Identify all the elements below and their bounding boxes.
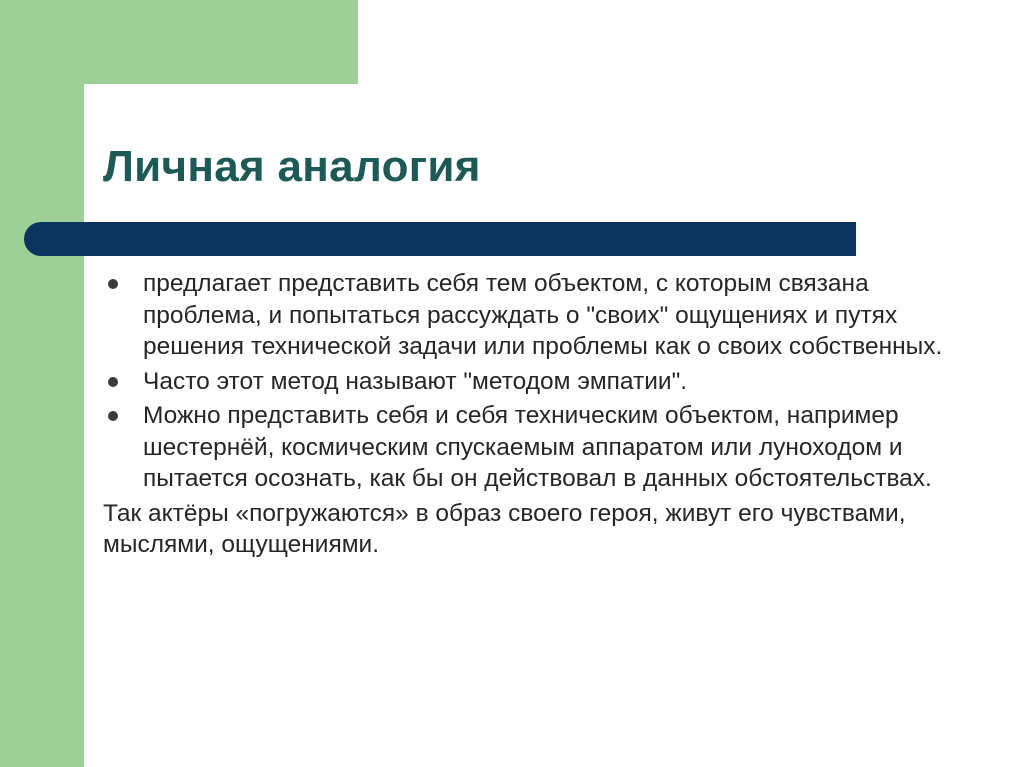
closing-paragraph: Так актёры «погружаются» в образ своего героя, живут его чувствами, мыслями, ощущениями.	[103, 499, 906, 558]
bullet-text: Часто этот метод называют "методом эмпатии".	[143, 367, 688, 395]
slide-body	[103, 268, 983, 561]
bullet-text: Можно представить себя и себя техническим объектом, например шестернёй, космическим спускаемым аппаратом или луноходом и пытается осознать, как бы он действовал в данных обстоятельствах.	[143, 402, 932, 492]
bullet-dot-icon	[108, 377, 118, 387]
bullet-text: предлагает представить себя тем объектом, с которым связана проблема, и попытаться рассуждать о "своих" ощущениях и путях решения технической задачи или проблемы как о своих собственных.	[143, 270, 943, 360]
bullet-dot-icon	[108, 411, 118, 421]
bullet-item	[103, 268, 983, 363]
title-underline-bar	[24, 222, 856, 256]
bullet-item	[103, 366, 983, 398]
decorative-green-stripe-left	[0, 0, 84, 767]
bullet-dot-icon	[108, 279, 118, 289]
bullet-item	[103, 400, 983, 495]
bullet-list	[103, 268, 983, 495]
slide-title: Личная аналогия	[103, 142, 481, 191]
